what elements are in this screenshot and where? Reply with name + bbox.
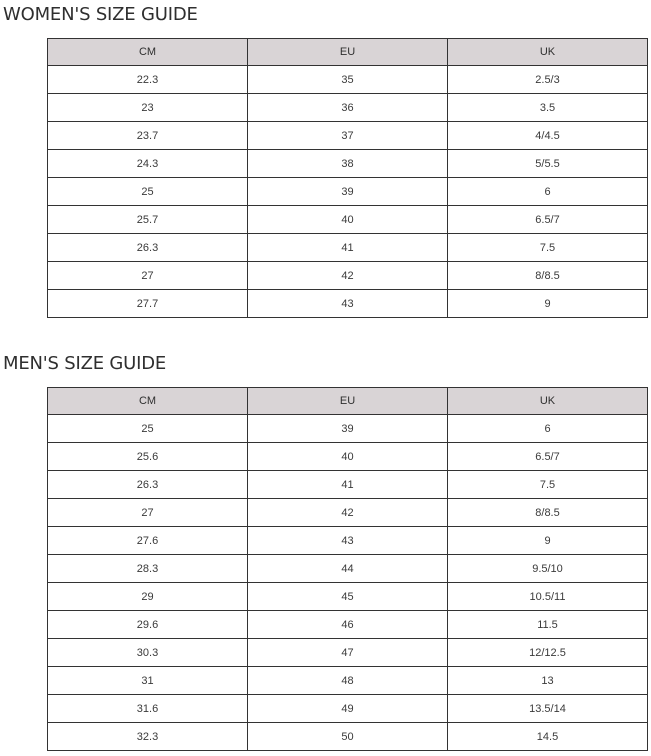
cell-eu: 36 — [248, 94, 448, 122]
womens-size-table — [47, 38, 648, 318]
table-row — [48, 555, 648, 583]
table-row — [48, 639, 648, 667]
cell-eu: 39 — [248, 415, 448, 443]
cell-uk: 8/8.5 — [448, 262, 648, 290]
cell-uk: 12/12.5 — [448, 639, 648, 667]
cell-uk: 2.5/3 — [448, 66, 648, 94]
table-body — [48, 415, 648, 751]
cell-eu: 49 — [248, 695, 448, 723]
cell-cm: 25.6 — [48, 443, 248, 471]
header-cm: CM — [48, 39, 248, 66]
header-uk: UK — [448, 388, 648, 415]
table-row — [48, 527, 648, 555]
cell-cm: 32.3 — [48, 723, 248, 751]
cell-cm: 25.7 — [48, 206, 248, 234]
table-row — [48, 695, 648, 723]
table-row — [48, 499, 648, 527]
cell-cm: 27.7 — [48, 290, 248, 318]
table-row — [48, 94, 648, 122]
cell-uk: 6.5/7 — [448, 206, 648, 234]
cell-cm: 25 — [48, 178, 248, 206]
cell-cm: 27.6 — [48, 527, 248, 555]
header-eu: EU — [248, 388, 448, 415]
cell-uk: 14.5 — [448, 723, 648, 751]
table-row — [48, 611, 648, 639]
cell-uk: 10.5/11 — [448, 583, 648, 611]
table-row — [48, 667, 648, 695]
header-uk: UK — [448, 39, 648, 66]
cell-cm: 27 — [48, 499, 248, 527]
cell-uk: 6 — [448, 415, 648, 443]
table-row — [48, 471, 648, 499]
cell-cm: 26.3 — [48, 471, 248, 499]
table-row — [48, 66, 648, 94]
cell-uk: 11.5 — [448, 611, 648, 639]
table-header-row — [48, 388, 648, 415]
table-row — [48, 150, 648, 178]
cell-uk: 8/8.5 — [448, 499, 648, 527]
cell-eu: 45 — [248, 583, 448, 611]
cell-cm: 28.3 — [48, 555, 248, 583]
cell-cm: 30.3 — [48, 639, 248, 667]
cell-cm: 27 — [48, 262, 248, 290]
table-row — [48, 723, 648, 751]
table-header-row — [48, 39, 648, 66]
cell-uk: 9 — [448, 290, 648, 318]
cell-uk: 4/4.5 — [448, 122, 648, 150]
table-row — [48, 583, 648, 611]
cell-eu: 50 — [248, 723, 448, 751]
table-row — [48, 234, 648, 262]
cell-cm: 29.6 — [48, 611, 248, 639]
cell-uk: 9.5/10 — [448, 555, 648, 583]
cell-eu: 42 — [248, 499, 448, 527]
cell-uk: 13.5/14 — [448, 695, 648, 723]
header-cm: CM — [48, 388, 248, 415]
mens-size-guide-title: MEN'S SIZE GUIDE — [3, 353, 167, 374]
table-row — [48, 178, 648, 206]
cell-eu: 43 — [248, 290, 448, 318]
table-row — [48, 290, 648, 318]
cell-eu: 43 — [248, 527, 448, 555]
cell-uk: 9 — [448, 527, 648, 555]
cell-cm: 23.7 — [48, 122, 248, 150]
cell-uk: 7.5 — [448, 234, 648, 262]
cell-cm: 29 — [48, 583, 248, 611]
cell-uk: 5/5.5 — [448, 150, 648, 178]
cell-eu: 41 — [248, 471, 448, 499]
table-row — [48, 443, 648, 471]
cell-cm: 24.3 — [48, 150, 248, 178]
cell-cm: 23 — [48, 94, 248, 122]
cell-cm: 31.6 — [48, 695, 248, 723]
cell-eu: 41 — [248, 234, 448, 262]
cell-eu: 35 — [248, 66, 448, 94]
table-row — [48, 122, 648, 150]
cell-cm: 25 — [48, 415, 248, 443]
cell-uk: 6 — [448, 178, 648, 206]
table-row — [48, 415, 648, 443]
cell-eu: 40 — [248, 206, 448, 234]
cell-cm: 22.3 — [48, 66, 248, 94]
womens-size-guide-title: WOMEN'S SIZE GUIDE — [3, 4, 198, 25]
cell-eu: 40 — [248, 443, 448, 471]
cell-uk: 6.5/7 — [448, 443, 648, 471]
cell-eu: 39 — [248, 178, 448, 206]
mens-size-table — [47, 387, 648, 751]
cell-cm: 31 — [48, 667, 248, 695]
cell-eu: 44 — [248, 555, 448, 583]
cell-eu: 46 — [248, 611, 448, 639]
cell-uk: 3.5 — [448, 94, 648, 122]
cell-eu: 48 — [248, 667, 448, 695]
cell-eu: 38 — [248, 150, 448, 178]
cell-eu: 37 — [248, 122, 448, 150]
table-body — [48, 66, 648, 318]
cell-cm: 26.3 — [48, 234, 248, 262]
cell-uk: 13 — [448, 667, 648, 695]
table-row — [48, 206, 648, 234]
cell-eu: 42 — [248, 262, 448, 290]
header-eu: EU — [248, 39, 448, 66]
cell-uk: 7.5 — [448, 471, 648, 499]
table-row — [48, 262, 648, 290]
cell-eu: 47 — [248, 639, 448, 667]
